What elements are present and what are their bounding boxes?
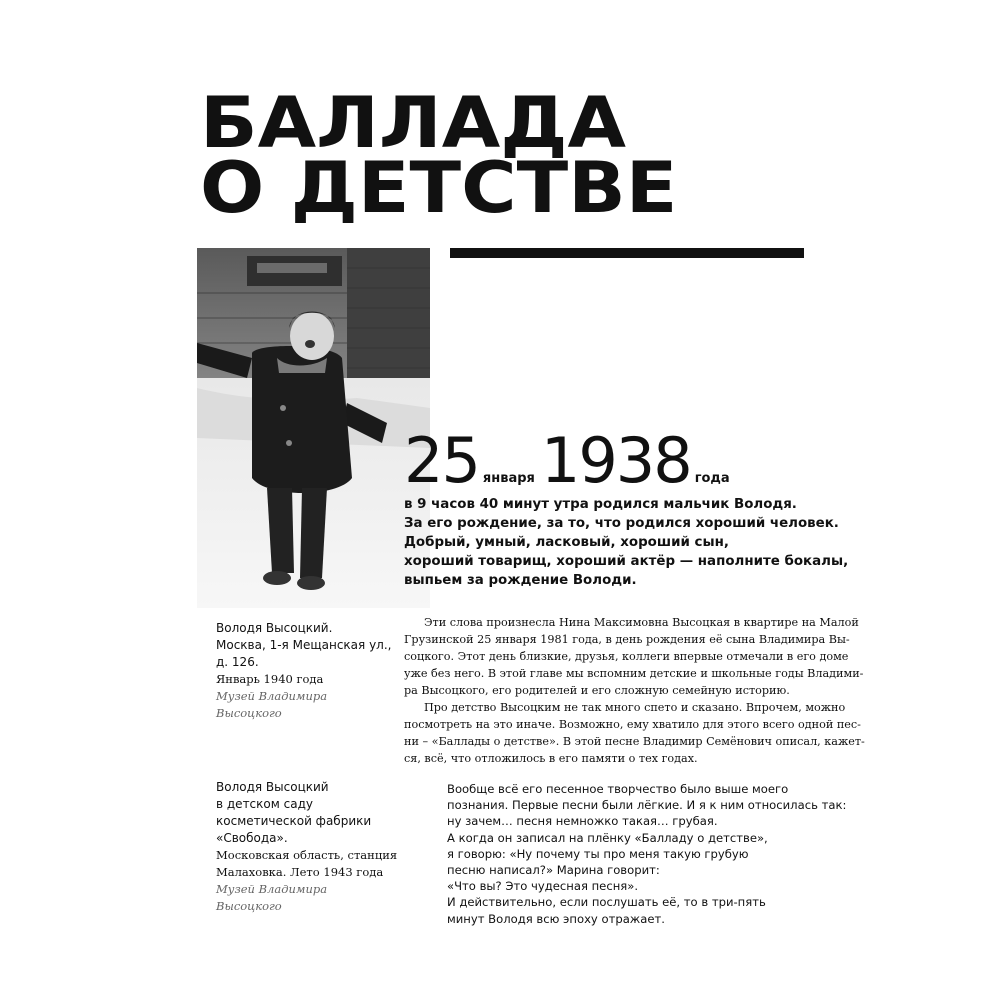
caption-credit: Музей Владимира bbox=[216, 882, 328, 896]
birth-year: 1938 bbox=[540, 424, 691, 497]
caption-credit: Высоцкого bbox=[216, 899, 282, 913]
quote-line: Добрый, умный, ласковый, хороший сын, bbox=[404, 535, 729, 550]
caption-line: д. 126. bbox=[216, 655, 259, 669]
body-line: уже без него. В этой главе мы вспомним детские и школьные годы Владими- bbox=[404, 667, 864, 680]
page-title-line-2: О ДЕТСТВЕ bbox=[200, 147, 678, 229]
memoir-line: познания. Первые песни были лёгкие. И я к ним относилась так: bbox=[447, 798, 847, 813]
body-line: Грузинской 25 января 1981 года, в день рождения её сына Владимира Вы- bbox=[404, 633, 850, 646]
quote-line: в 9 часов 40 минут утра родился мальчик Володя. bbox=[404, 497, 797, 512]
title-rule bbox=[450, 248, 804, 258]
birth-year-suffix: года bbox=[694, 471, 730, 486]
caption-date: Январь 1940 года bbox=[216, 672, 324, 686]
memoir-quote bbox=[447, 781, 846, 927]
memoir-line: минут Володя всю эпоху отражает. bbox=[447, 911, 665, 926]
body-line: ся, всё, что отложилось в его памяти о тех годах. bbox=[404, 752, 698, 765]
caption-line: «Свобода». bbox=[216, 831, 288, 845]
caption-line: Володя Высоцкий bbox=[216, 780, 329, 794]
childhood-photo bbox=[197, 248, 430, 608]
caption-credit: Музей Владимира bbox=[216, 689, 328, 703]
body-line: соцкого. Этот день близкие, друзья, коллеги впервые отмечали в его доме bbox=[404, 650, 849, 663]
memoir-line: ну зачем… песня немножко такая… грубая. bbox=[447, 814, 718, 829]
memoir-line: И действительно, если послушать её, то в три-пять bbox=[447, 895, 766, 910]
body-line: ни – «Баллады о детстве». В этой песне Владимир Семёнович описал, кажет- bbox=[404, 735, 865, 748]
body-line: Про детство Высоцким не так много спето и сказано. Впрочем, можно bbox=[424, 701, 846, 714]
page-title-line-1: БАЛЛАДА bbox=[200, 82, 627, 164]
body-line: посмотреть на это иначе. Возможно, ему хватило для этого всего одной пес- bbox=[404, 718, 861, 731]
quote-line: За его рождение, за то, что родился хороший человек. bbox=[404, 516, 839, 531]
quote-line: хороший товарищ, хороший актёр — наполните бокалы, bbox=[404, 554, 849, 569]
photo-caption-1 bbox=[216, 620, 391, 722]
memoir-line: А когда он записал на плёнку «Балладу о детстве», bbox=[447, 830, 768, 845]
birth-month: января bbox=[482, 471, 535, 486]
caption-line: в детском саду bbox=[216, 797, 313, 811]
photo-caption-2 bbox=[216, 779, 397, 915]
memoir-line: песню написал?» Марина говорит: bbox=[447, 863, 660, 878]
memoir-line: я говорю: «Ну почему ты про меня такую грубую bbox=[447, 846, 749, 861]
body-line: ра Высоцкого, его родителей и его сложную семейную историю. bbox=[404, 684, 790, 697]
birth-day: 25 bbox=[404, 424, 479, 497]
caption-line: Володя Высоцкий. bbox=[216, 621, 333, 635]
caption-credit: Высоцкого bbox=[216, 706, 282, 720]
caption-line: Малаховка. Лето 1943 года bbox=[216, 865, 384, 879]
body-line: Эти слова произнесла Нина Максимовна Высоцкая в квартире на Малой bbox=[424, 616, 859, 629]
memoir-line: «Что вы? Это чудесная песня». bbox=[447, 879, 639, 894]
quote-line: выпьем за рождение Володи. bbox=[404, 573, 637, 588]
memoir-line: Вообще всё его песенное творчество было выше моего bbox=[447, 782, 789, 796]
birth-quote bbox=[404, 495, 848, 590]
caption-line: Московская область, станция bbox=[216, 848, 398, 862]
body-text bbox=[404, 614, 865, 767]
caption-line: Москва, 1-я Мещанская ул., bbox=[216, 638, 392, 652]
caption-line: косметической фабрики bbox=[216, 814, 372, 828]
birth-date bbox=[404, 424, 736, 497]
